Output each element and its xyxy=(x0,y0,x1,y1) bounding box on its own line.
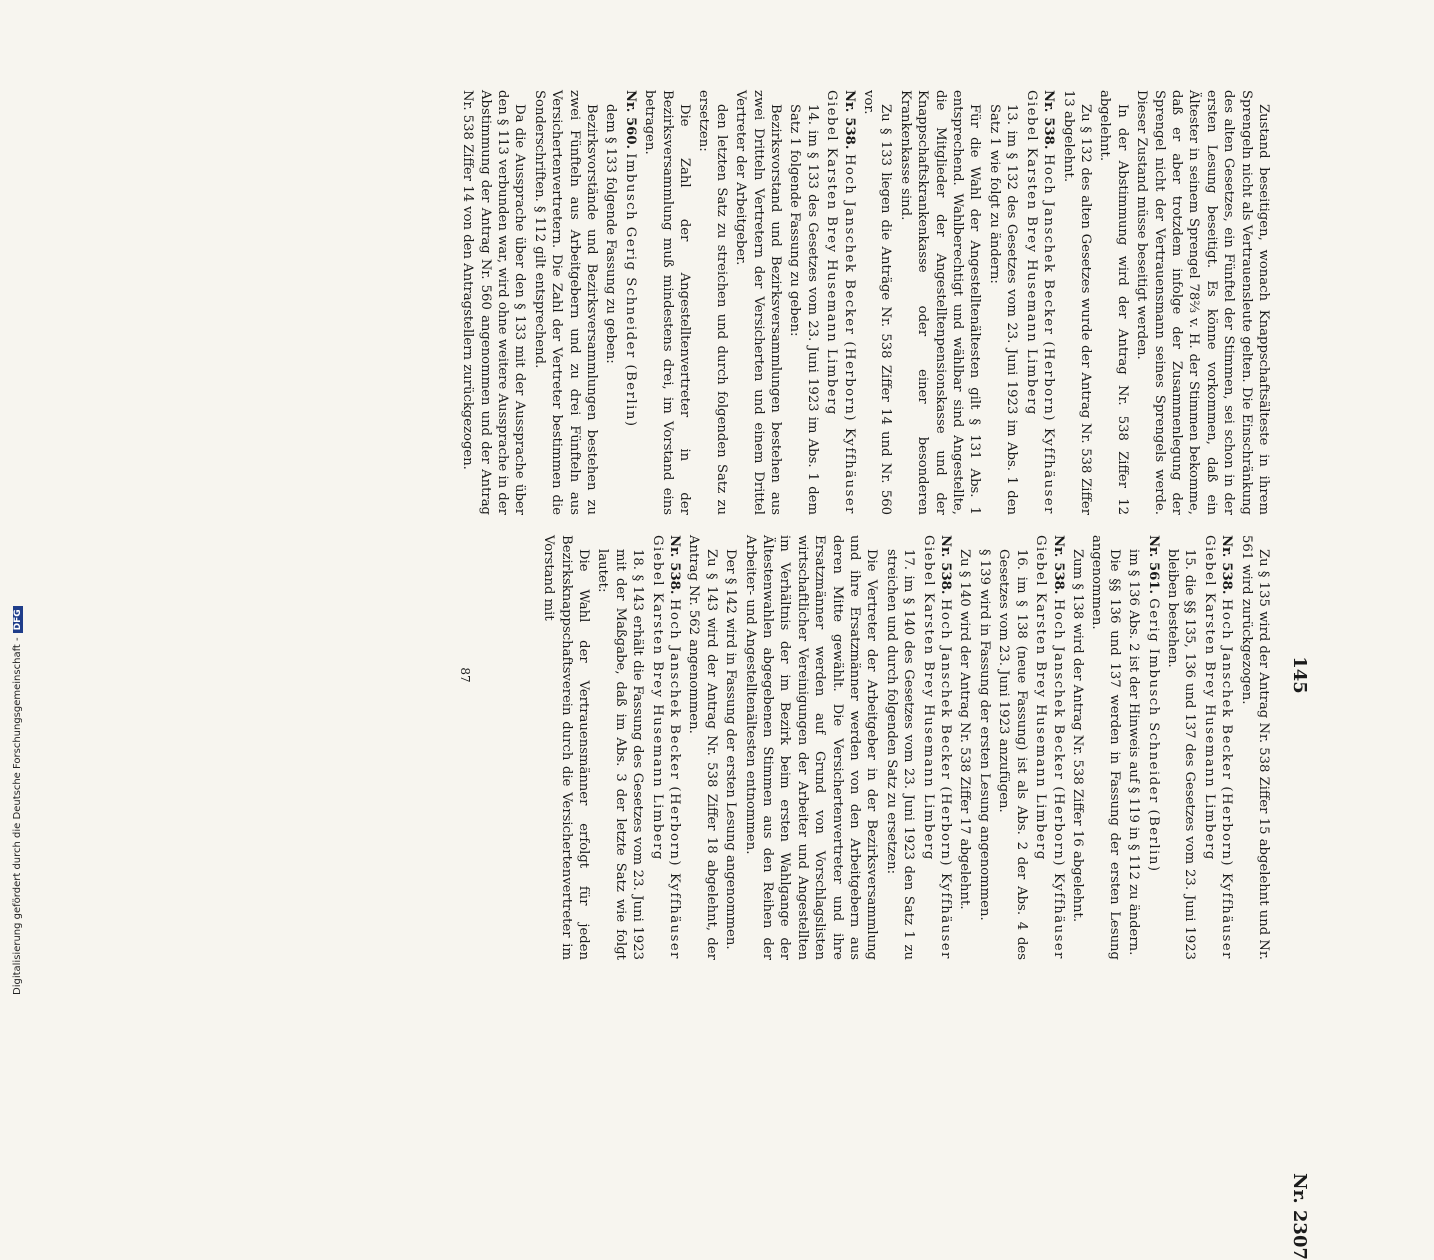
numbered-item: 16. im § 138 (neue Fassung) ist als Abs. 2 der Abs. 4 des Gesetzes vom 23. Juni 1923 anzufügen. xyxy=(996,549,1029,960)
paragraph: Für die Wahl der Angestelltenältesten gilt § 131 Abs. 1 entsprechend. Wahlberechtigt und wählbar sind Angestellte, die Mitglieder der Angestelltenpensionskasse und der Knappschaftskrankenkasse oder einer besonderen Krankenkasse sind. xyxy=(897,90,983,515)
paragraph: den letzten Satz zu streichen und durch folgenden Satz zu ersetzen: xyxy=(696,90,729,515)
paragraph: Die Vertreter der Arbeitgeber in der Bezirksversammlung und ihre Ersatzmänner werden von den Arbeitgebern aus deren Mitte gewählt. Die Versichertenvertreter und ihre Ersatzmänner werden auf Grund von Vorschlagslisten wirtschaftlicher Vereinigungen der Arbeiter und Angestellten im Verhältnis der im Bezirk beim ersten Wahlgange der Ältestenwahlen abgegebenen Stimmen aus den Reihen der Arbeiter- und Angestelltenältesten entnommen. xyxy=(742,535,880,960)
paragraph: Zu § 132 des alten Gesetzes wurde der Antrag Nr. 538 Ziffer 13 abgelehnt. xyxy=(1060,90,1093,515)
motion-number: Nr. 538. xyxy=(1050,535,1066,595)
paragraph: Zu § 133 liegen die Anträge Nr. 538 Ziffer 14 und Nr. 560 vor. xyxy=(861,90,894,515)
paragraph: Zu § 143 wird der Antrag Nr. 538 Ziffer 18 abgelehnt, der Antrag Nr. 562 angenommen. xyxy=(686,535,719,960)
motion-signatories: Hoch Janschek Becker (Herborn) Kyffhäuser Giebel Karsten Brey Husemann Limberg xyxy=(920,535,954,960)
paragraph: In der Abstimmung wird der Antrag Nr. 538 Ziffer 12 abgelehnt. xyxy=(1097,90,1130,515)
motion-heading xyxy=(1022,90,1057,515)
paragraph: Da die Aussprache über den § 133 mit der Aussprache über den § 113 verbunden war, wird ohne weitere Aussprache in der Abstimmung der Antrag Nr. 560 angenommen und der Antrag Nr. 538 Ziffer 14 von den Antragstellern zurückgezogen. xyxy=(460,90,528,515)
numbered-item: 18. § 143 erhält die Fassung des Gesetzes vom 23. Juni 1923 mit der Maßgabe, daß im Abs. 3 der letzte Satz wie folgt lautet: xyxy=(595,549,646,960)
motion-number: Nr. 560. xyxy=(622,90,638,150)
motion-signatories: Hoch Janschek Becker (Herborn) Kyffhäuser Giebel Karsten Brey Husemann Limberg xyxy=(824,90,857,515)
paragraph: Bezirksvorstand und Bezirksversammlungen bestehen aus zwei Dritteln Vertretern der Versicherten und einem Drittel Vertreter der Arbeitgeber. xyxy=(733,90,784,515)
motion-heading xyxy=(621,90,638,515)
motion-signatories: Gerig Imbusch Schneider (Berlin) xyxy=(1145,598,1161,873)
paragraph: Die Zahl der Angestelltenvertreter in der Bezirksversammlung muß mindestens drei, im Vorstand eins betragen. xyxy=(642,90,692,515)
paragraph: Zu § 140 wird der Antrag Nr. 538 Ziffer 17 abgelehnt. xyxy=(957,549,973,910)
paragraph: Die §§ 136 und 137 werden in Fassung der ersten Lesung angenommen. xyxy=(1089,535,1122,960)
right-text-column xyxy=(538,535,1272,960)
sheet-signature: 87 xyxy=(458,667,472,683)
paragraph: Der § 142 wird in Fassung der ersten Lesung angenommen. xyxy=(723,549,739,950)
numbered-item: im § 136 Abs. 2 ist der Hinweis auf § 119 in § 112 zu ändern. xyxy=(1126,549,1142,956)
left-text-column xyxy=(457,90,1272,515)
motion-signatories: Hoch Janschek Becker (Herborn) Kyffhäuser Giebel Karsten Brey Husemann Limberg xyxy=(1023,90,1057,515)
motion-heading xyxy=(1200,535,1235,960)
motion-heading xyxy=(648,535,683,960)
paragraph: § 139 wird in Fassung der ersten Lesung angenommen. xyxy=(976,549,992,921)
motion-signatories: Hoch Janschek Becker (Herborn) Kyffhäuser Giebel Karsten Brey Husemann Limberg xyxy=(1201,535,1235,960)
document-page xyxy=(450,90,1310,1260)
dfg-logo: DFG xyxy=(13,606,23,633)
document-number: Nr. 2307 xyxy=(1289,1173,1310,1260)
numbered-item: 14. im § 133 des Gesetzes vom 23. Juni 1923 im Abs. 1 dem Satz 1 folgende Fassung zu geben: xyxy=(787,104,820,515)
paragraph: Bezirksvorstände und Bezirksversammlungen bestehen zu zwei Fünfteln aus Arbeitgebern und zu drei Fünfteln aus Versichertenvertretern. Die Zahl der Vertreter bestimmen die Sonderschriften. § 112 gilt entsprechend. xyxy=(531,90,599,515)
page-number: 145 xyxy=(1289,656,1310,694)
motion-signatories: Hoch Janschek Becker (Herborn) Kyffhäuser Giebel Karsten Brey Husemann Limberg xyxy=(1033,535,1066,960)
motion-number: Nr. 538. xyxy=(938,535,954,595)
paragraph: Zustand beseitigen, wonach Knappschaftsälteste in ihrem Sprengeln nicht als Vertrauensleute gelten. Die Einschränkung des alten Gesetzes, ein Fünftel der Stimmen, sei schon in der ersten Lesung beseitigt. Es könne vorkommen, daß ein Ältester in seinem Sprengel 78⅔ v. H. der Stimmen bekomme, daß er aber trotzdem infolge der Zusammenlegung der Sprengel nicht der Vertrauensmann seines Sprengels werde. Dieser Zustand müsse beseitigt werden. xyxy=(1134,90,1271,515)
credit-text: Digitalisierung gefördert durch die Deutsche Forschungsgemeinschaft - xyxy=(12,637,23,995)
motion-number: Nr. 561. xyxy=(1145,535,1161,595)
motion-number: Nr. 538. xyxy=(1041,90,1057,150)
motion-signatories: Hoch Janschek Becker (Herborn) Kyffhäuser Giebel Karsten Brey Husemann Limberg xyxy=(649,535,682,960)
motion-number: Nr. 538. xyxy=(667,535,682,595)
motion-number: Nr. 538. xyxy=(841,90,857,150)
motion-heading xyxy=(1032,535,1067,960)
motion-signatories: Imbusch Gerig Schneider (Berlin) xyxy=(622,153,638,428)
paragraph: Zu § 135 wird der Antrag Nr. 538 Ziffer 15 abgelehnt und Nr. 561 wird zurückgezogen. xyxy=(1238,535,1271,960)
paragraph: Die Wahl der Vertrauensmänner erfolgt für jeden Bezirksknappschaftsverein durch die Versichertenvertreter im Vorstand mit xyxy=(541,535,591,960)
motion-number: Nr. 538. xyxy=(1219,535,1235,595)
numbered-item: 17. im § 140 des Gesetzes vom 23. Juni 1923 den Satz 1 zu streichen und durch folgenden Satz zu ersetzen: xyxy=(883,549,917,960)
paragraph: Zum § 138 wird der Antrag Nr. 538 Ziffer 16 abgelehnt. xyxy=(1069,549,1085,923)
paragraph: dem § 133 folgende Fassung zu geben: xyxy=(603,104,619,364)
motion-heading xyxy=(919,535,954,960)
numbered-item: 13. im § 132 des Gesetzes vom 23. Juni 1923 im Abs. 1 den Satz 1 wie folgt zu ändern: xyxy=(986,104,1020,515)
page-header xyxy=(1280,90,1310,1260)
motion-heading xyxy=(1144,535,1161,960)
numbered-item: 15. die §§ 135, 136 und 137 des Gesetzes vom 23. Juni 1923 bleiben bestehen. xyxy=(1164,549,1198,960)
digitization-credit xyxy=(12,595,28,995)
motion-heading xyxy=(823,90,858,515)
